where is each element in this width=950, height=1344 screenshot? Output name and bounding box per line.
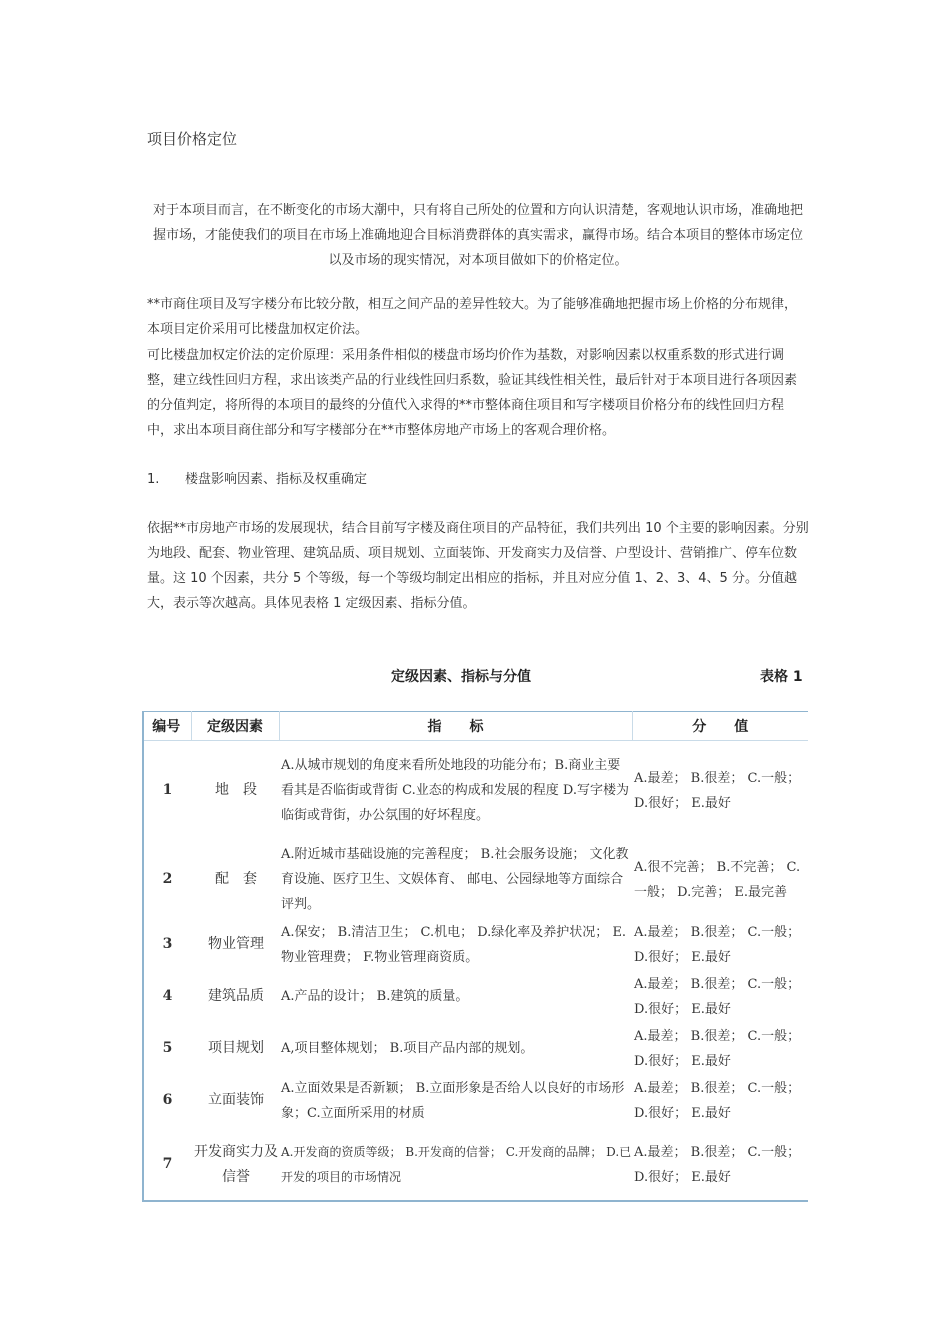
row-score: A.最差； B.很差； C.一般； D.很好； E.最好	[634, 924, 801, 965]
row-number: 1	[162, 782, 173, 799]
row-number: 4	[162, 988, 173, 1004]
row-factor: 物业管理	[208, 936, 264, 952]
header-indicator: 指 标	[279, 712, 632, 741]
row-indicator: A.产品的设计； B.建筑的质量。	[281, 989, 469, 1004]
header-number: 编号	[142, 712, 191, 741]
table-row	[142, 919, 808, 971]
document-title: 项目价格定位	[147, 130, 238, 148]
factors-paragraph: 依据**市房地产市场的发展现状，结合目前写字楼及商住项目的产品特征，我们共列出 10 个主要的影响因素。分别为地段、配套、物业管理、建筑品质、项目规划、立面装饰、开发商实力及信誉、户型设计、营销推广、停车位数量。这 10 个因素，共分 5 个等级，每一个等级均制定出相应的指标，并且对应分值 1、2、3、4、5 分。分值越大，表示等次越高。具体见表格 1 定级因素、指标分值。	[147, 521, 809, 611]
row-score: A.最差； B.很差； C.一般； D.很好； E.最好	[634, 1080, 801, 1121]
row-score: A.最差； B.很差； C.一般； D.很好； E.最好	[634, 1144, 801, 1185]
table-row	[142, 841, 808, 919]
table-row	[142, 971, 808, 1023]
market-paragraph: **市商住项目及写字楼分布比较分散，相互之间产品的差异性较大。为了能够准确地把握市场上价格的分布规律，本项目定价采用可比楼盘加权定价法。	[147, 297, 798, 337]
row-score: A.最差； B.很差； C.一般； D.很好； E.最好	[634, 770, 801, 811]
row-number: 7	[162, 1156, 173, 1172]
intro-paragraph: 对于本项目而言，在不断变化的市场大潮中，只有将自己所处的位置和方向认识清楚，客观地认识市场，准确地把握市场，才能使我们的项目在市场上准确地迎合目标消费群体的真实需求，赢得市场。结合本项目的整体市场定位以及市场的现实情况，对本项目做如下的价格定位。	[152, 203, 803, 268]
section-number: 1.	[147, 472, 160, 487]
table-left-border	[142, 711, 144, 1201]
table-row	[142, 1023, 808, 1075]
row-indicator: A.从城市规划的角度来看所处地段的功能分布；B.商业主要看其是否临街或背街 C.业态的构成和发展的程度 D.写字楼为临街或背街，办公氛围的好坏程度。	[281, 758, 629, 824]
row-factor: 项目规划	[208, 1040, 264, 1056]
row-indicator: A.保安； B.清洁卫生； C.机电； D.绿化率及养护状况； E.物业管理费； F.物业管理商资质。	[281, 924, 627, 965]
method-paragraph: 可比楼盘加权定价法的定价原理：采用条件相似的楼盘市场均价作为基数，对影响因素以权重系数的形式进行调整，建立线性回归方程，求出该类产品的行业线性回归系数，验证其线性相关性，最后针对于本项目进行各项因素的分值判定，将所得的本项目的最终的分值代入求得的**市整体商住项目和写字楼项目价格分布的线性回归方程中，求出本项目商住部分和写字楼部分在**市整体房地产市场上的客观合理价格。	[147, 348, 798, 438]
row-indicator: A.开发商的资质等级； B.开发商的信誉； C.开发商的品牌； D.已开发的项目的市场情况	[281, 1144, 632, 1184]
header-score: 分 值	[632, 712, 808, 741]
row-indicator: A.立面效果是否新颖； B.立面形象是否给人以良好的市场形象；C.立面所采用的材质	[281, 1080, 625, 1121]
table-label: 表格 1	[760, 669, 803, 685]
row-number: 2	[162, 871, 173, 887]
section-title: 楼盘影响因素、指标及权重确定	[185, 472, 368, 487]
row-score: A.最差； B.很差； C.一般； D.很好； E.最好	[634, 976, 801, 1017]
table-row	[142, 1127, 808, 1203]
row-factor: 配 套	[215, 871, 257, 887]
table-title: 定级因素、指标与分值	[391, 669, 531, 685]
row-factor: 开发商实力及信誉	[194, 1143, 278, 1185]
row-score: A.最差； B.很差； C.一般； D.很好； E.最好	[634, 1028, 801, 1069]
row-number: 3	[162, 936, 173, 952]
header-factor: 定级因素	[191, 712, 279, 741]
table-row	[142, 1075, 808, 1127]
row-factor: 立面装饰	[208, 1092, 264, 1108]
row-score: A.很不完善； B.不完善； C.一般； D.完善； E.最完善	[634, 859, 801, 900]
row-number: 5	[162, 1040, 173, 1056]
row-indicator: A,项目整体规划； B.项目产品内部的规划。	[281, 1041, 534, 1056]
factor-table	[142, 711, 808, 1203]
row-number: 6	[162, 1092, 173, 1108]
table-bottom-border	[142, 1200, 808, 1202]
row-indicator: A.附近城市基础设施的完善程度； B.社会服务设施； 文化教育设施、医疗卫生、文娱体育、 邮电、公园绿地等方面综合评判。	[281, 847, 629, 912]
table-row	[142, 741, 808, 841]
table-header-row	[142, 712, 808, 741]
row-factor: 地 段	[215, 782, 257, 799]
row-factor: 建筑品质	[208, 988, 264, 1004]
